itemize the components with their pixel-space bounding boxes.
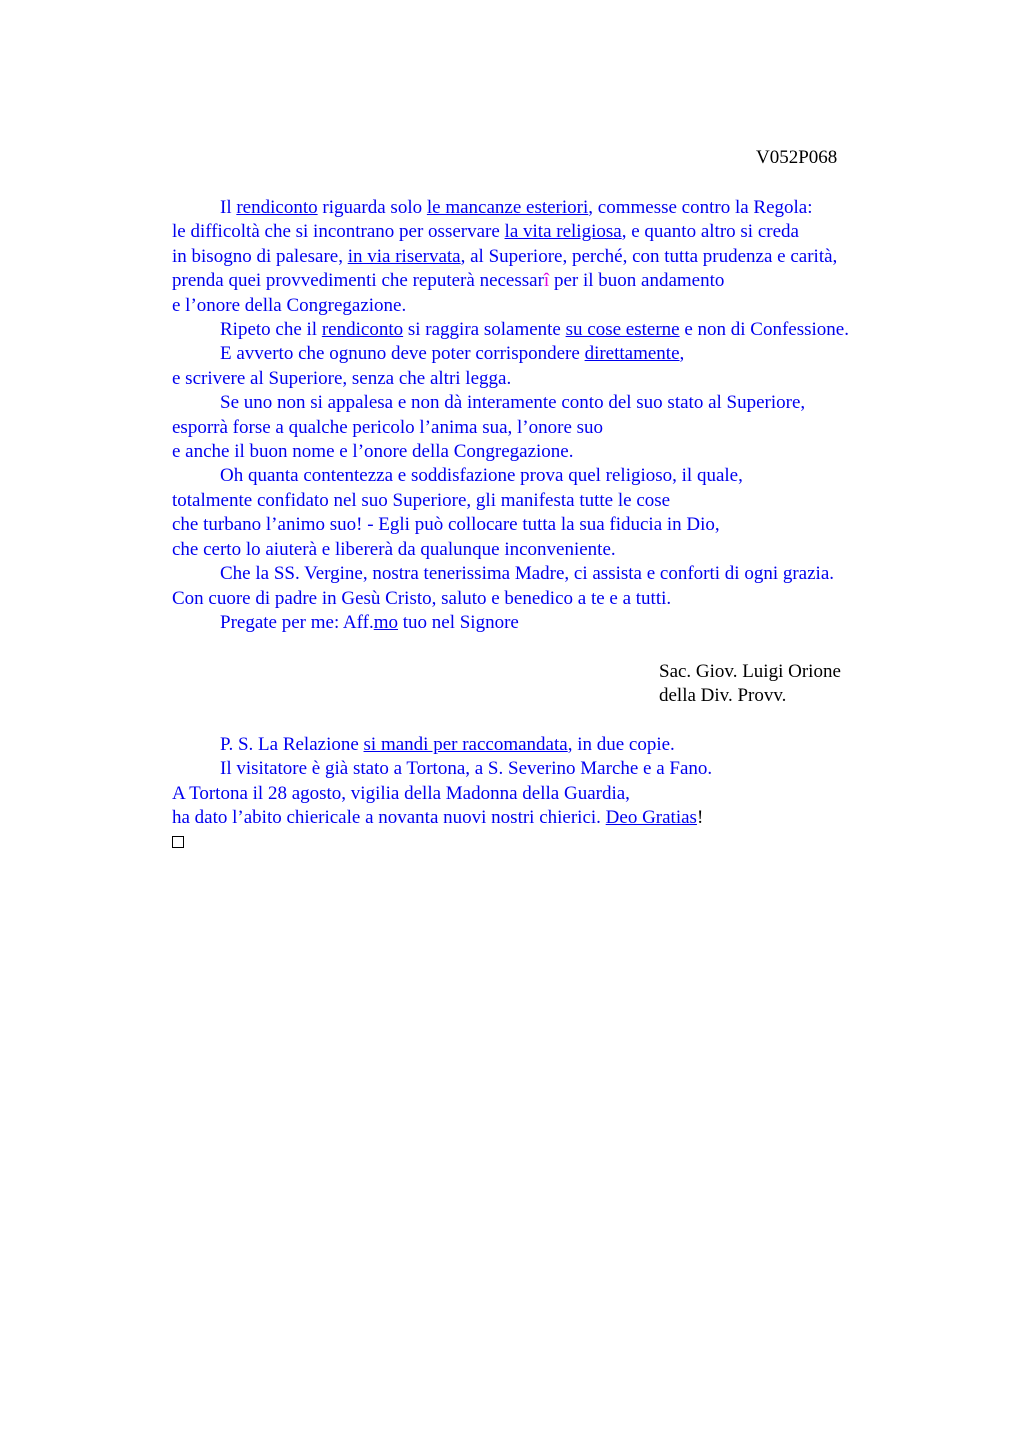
body-line-15: che certo lo aiuterà e libererà da qualunque inconveniente. <box>172 538 616 560</box>
ps-line-1: P. S. La Relazione si mandi per raccomandata, in due copie. <box>220 734 675 755</box>
body-line-11: e anche il buon nome e l’onore della Congregazione. <box>172 441 574 463</box>
underlined-raccomandata: si mandi per raccomandata <box>363 734 568 755</box>
signature-block <box>659 660 841 709</box>
body-line-18: Pregate per me: Aff.mo tuo nel Signore <box>220 611 519 633</box>
underlined-rendiconto: rendiconto <box>236 197 318 218</box>
highlighted-char: î <box>543 270 550 292</box>
underlined-deo-gratias: Deo Gratias <box>605 807 697 829</box>
underlined-cose-esterne: su cose esterne <box>565 319 680 341</box>
page-id: V052P068 <box>756 147 838 168</box>
ps-line-2: Il visitatore è già stato a Tortona, a S. Severino Marche e a Fano. <box>220 758 713 780</box>
body-line-5: e l’onore della Congregazione. <box>172 294 407 316</box>
body-line-2: le difficoltà che si incontrano per osservare la vita religiosa, e quanto altro si creda <box>172 221 799 243</box>
body-line-6: Ripeto che il rendiconto si raggira solamente su cose esterne e non di Confessione. <box>220 319 849 341</box>
body-line-8: e scrivere al Superiore, senza che altri legga. <box>172 367 512 389</box>
body-line-14: che turbano l’animo suo! - Egli può collocare tutta la sua fiducia in Dio, <box>172 514 720 536</box>
ps-line-3: A Tortona il 28 agosto, vigilia della Madonna della Guardia, <box>172 782 630 804</box>
body-line-12: Oh quanta contentezza e soddisfazione prova quel religioso, il quale, <box>220 465 743 487</box>
underlined-vita-religiosa: la vita religiosa <box>504 221 622 243</box>
body-line-16: Che la SS. Vergine, nostra tenerissima Madre, ci assista e conforti di ogni grazia. <box>220 563 835 585</box>
body-line-9: Se uno non si appalesa e non dà interamente conto del suo stato al Superiore, <box>220 392 806 414</box>
letter-body <box>172 196 932 635</box>
signature-title: della Div. Provv. <box>659 685 787 707</box>
body-line-3: in bisogno di palesare, in via riservata, al Superiore, perché, con tutta prudenza e carità, <box>172 245 838 267</box>
signature-name: Sac. Giov. Luigi Orione <box>659 661 841 682</box>
body-line-1: Il rendiconto riguarda solo le mancanze esteriori, commesse contro la Regola: <box>220 197 813 218</box>
ps-line-4: ha dato l’abito chiericale a novanta nuovi nostri chierici. Deo Gratias! <box>172 807 704 829</box>
body-line-10: esporrà forse a qualche pericolo l’anima sua, l’onore suo <box>172 416 604 438</box>
underlined-via-riservata: in via riservata <box>347 245 461 267</box>
underlined-mancanze: le mancanze esteriori <box>426 197 589 218</box>
postscript <box>172 733 932 855</box>
body-line-13: totalmente confidato nel suo Superiore, gli manifesta tutte le cose <box>172 489 671 511</box>
underlined-direttamente: direttamente <box>584 343 680 365</box>
empty-square-icon <box>172 836 184 848</box>
underlined-mo: mo <box>373 611 398 633</box>
body-line-7: E avverto che ognuno deve poter corrispondere direttamente, <box>220 343 685 365</box>
body-line-17: Con cuore di padre in Gesù Cristo, saluto e benedico a te e a tutti. <box>172 587 672 609</box>
underlined-rendiconto-2: rendiconto <box>321 319 404 341</box>
body-line-4: prenda quei provvedimenti che reputerà necessarî per il buon andamento <box>172 270 725 292</box>
end-marker <box>172 831 932 855</box>
